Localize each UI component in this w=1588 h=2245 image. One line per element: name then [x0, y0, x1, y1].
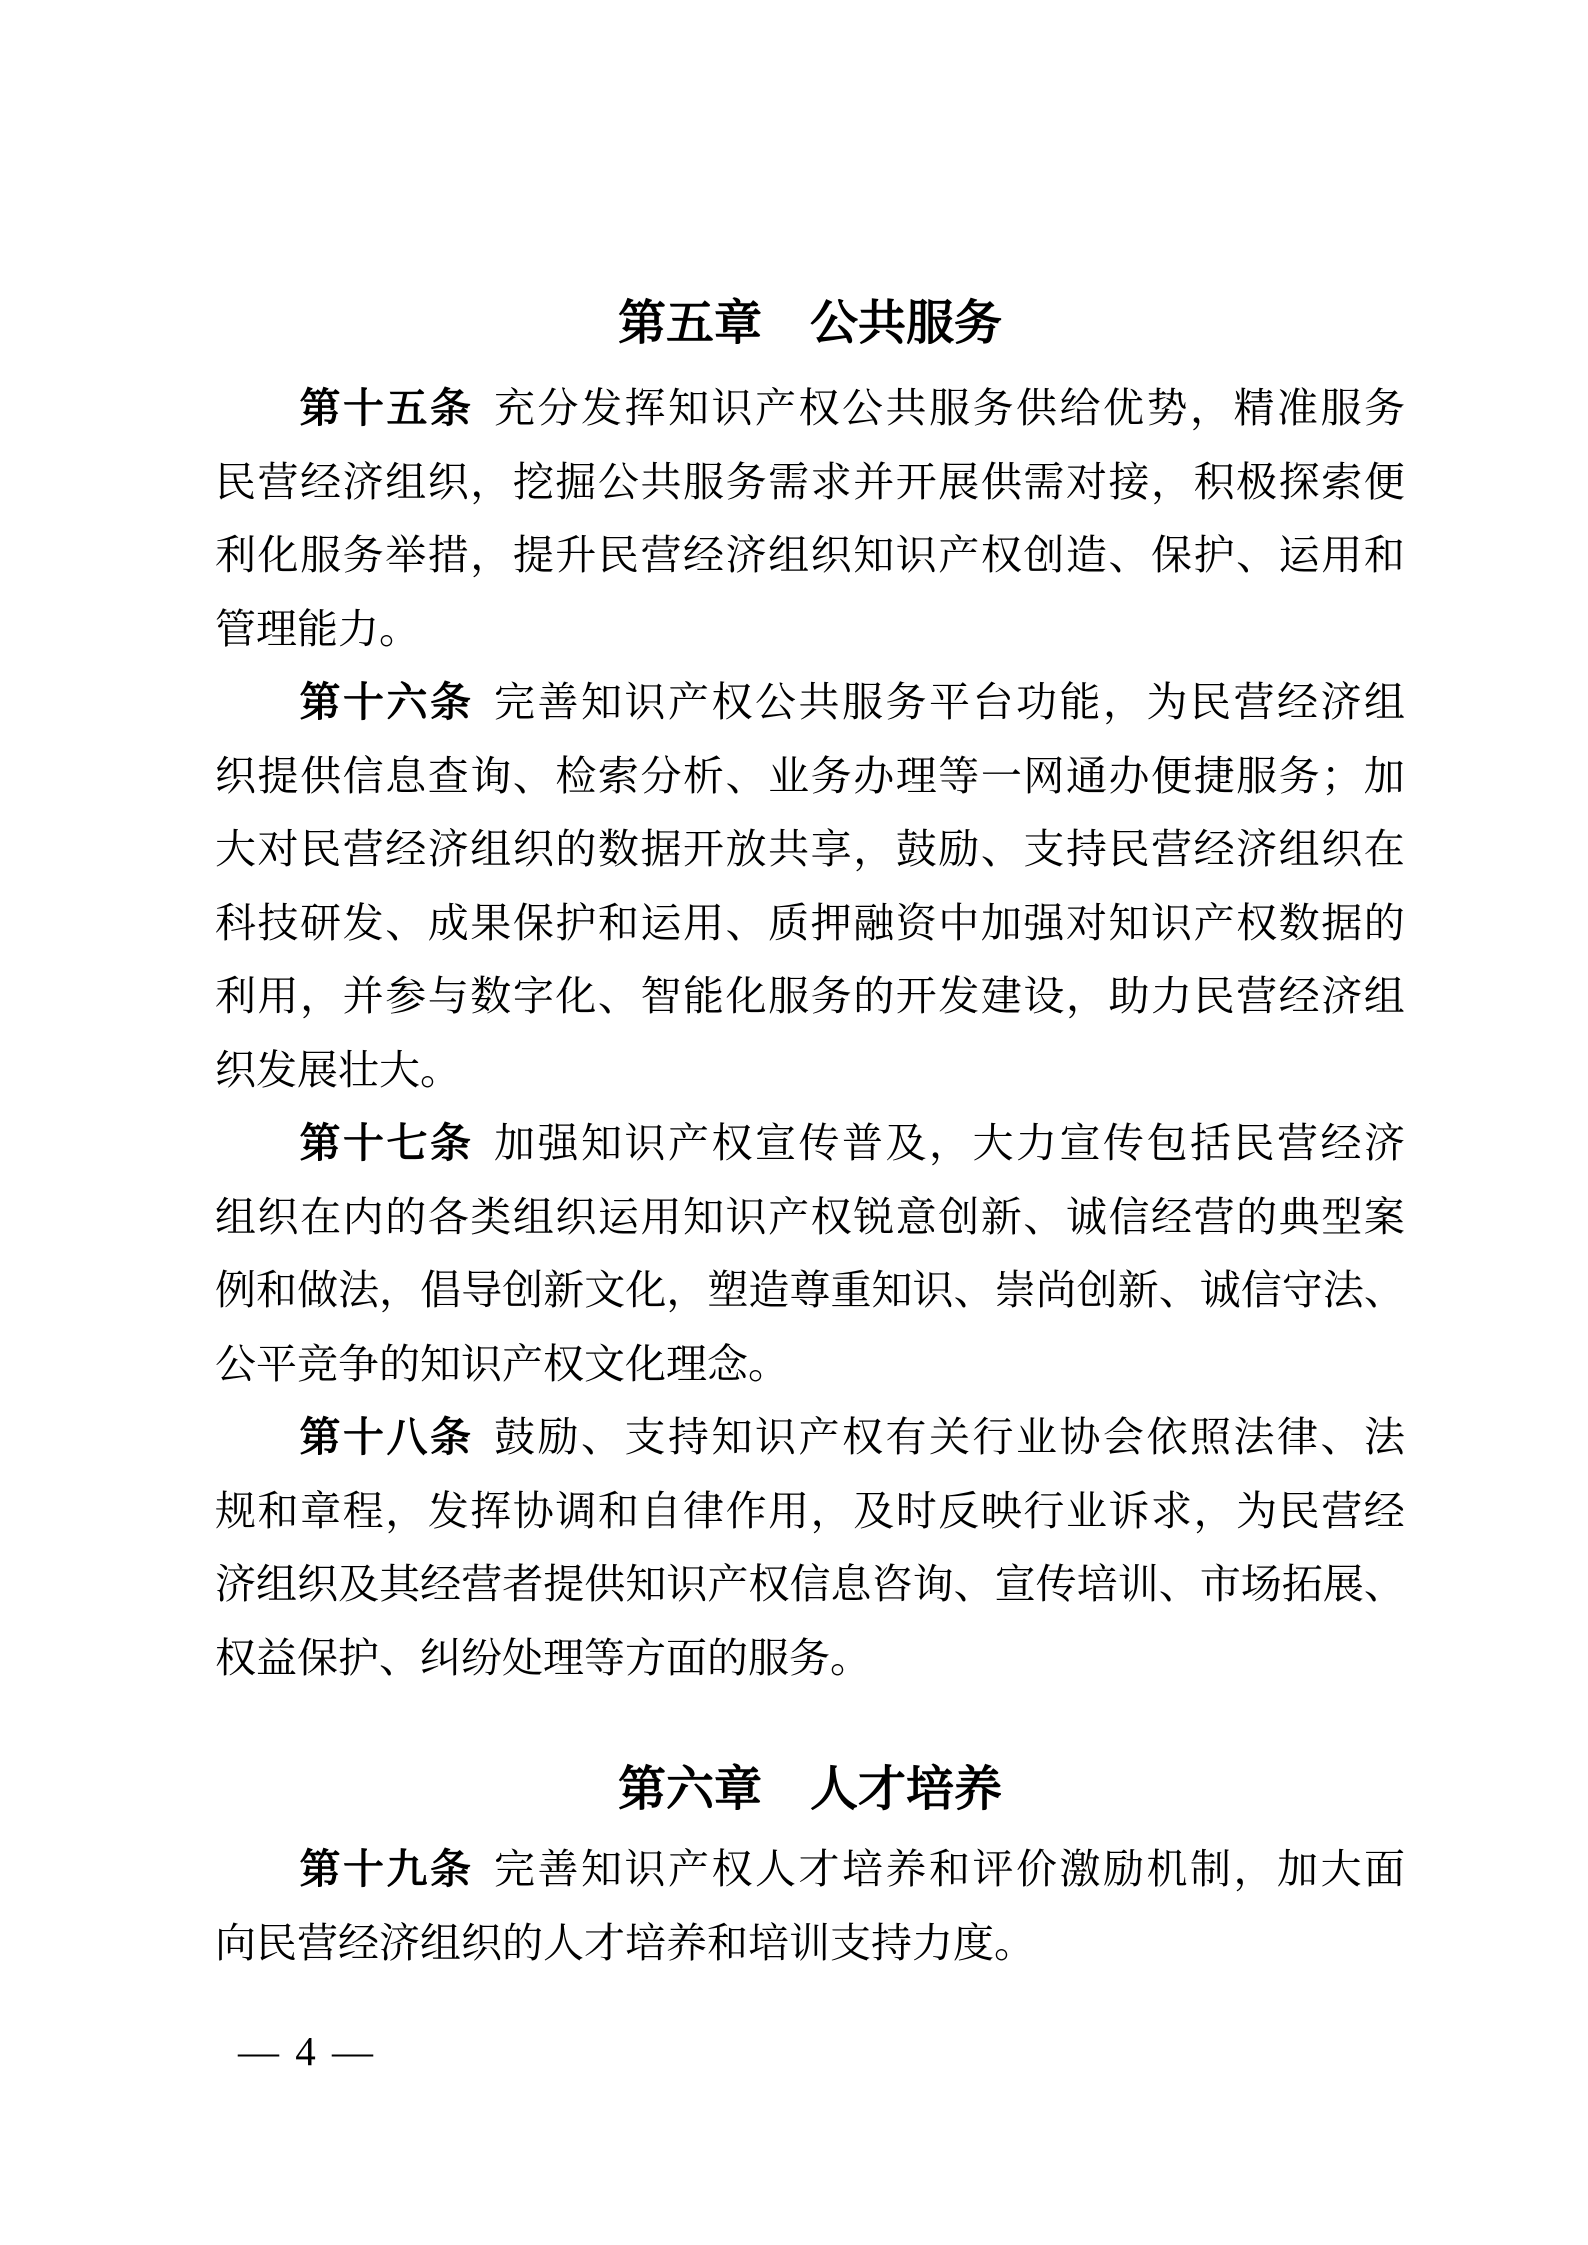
article-18 [215, 1414, 1405, 1708]
article-16 [215, 679, 1405, 1120]
text-line [215, 1920, 1405, 1994]
text-line: 利 化 服 务 举 措 ， 提 升 民 营 经 济 组 织 知 识 产 权 创 造 、 保 护 、 运 用 和 [215, 532, 1405, 578]
page-number: — 4 — [238, 2028, 376, 2074]
article-17 [215, 1120, 1405, 1414]
article-15 [215, 385, 1405, 679]
article-19 [215, 1846, 1405, 1993]
text-line: 大 对 民 营 经 济 组 织 的 数 据 开 放 共 享 ， 鼓 励 、 支 持 民 营 经 济 组 织 在 [215, 826, 1405, 872]
text-line: 科 技 研 发 、 成 果 保 护 和 运 用 、 质 押 融 资 中 加 强 对 知 识 产 权 数 据 的 [215, 899, 1405, 946]
line-text: 权益保护、纠纷处理等方面的服务。 [215, 1634, 871, 1681]
chapter-5-heading: 第五章 公共服务 [617, 297, 1002, 350]
text-line: 第 十 九 条 完 善 知 识 产 权 人 才 培 养 和 评 价 激 励 机 制 ， 加 大 面 [215, 1846, 1405, 1920]
indent-spacer [215, 385, 297, 386]
text-line: 第 十 七 条 加 强 知 识 产 权 宣 传 普 及 ， 大 力 宣 传 包 括 民 营 经 济 [215, 1120, 1405, 1194]
text-line [215, 1635, 1405, 1709]
line-text: 管理能力。 [215, 605, 420, 652]
text-line [215, 1341, 1405, 1415]
text-line: 第 十 八 条 鼓 励 、 支 持 知 识 产 权 有 关 行 业 协 会 依 照 法 律 、 法 [215, 1414, 1405, 1488]
text-line: 利 用 ， 并 参 与 数 字 化 、 智 能 化 服 务 的 开 发 建 设 ， 助 力 民 营 经 济 组 [215, 973, 1405, 1019]
indent-spacer [215, 1846, 297, 1847]
line-text: 向民营经济组织的人才培养和培训支持力度。 [215, 1919, 1035, 1966]
text-line: 织 提 供 信 息 查 询 、 检 索 分 析 、 业 务 办 理 等 一 网 通 办 便 捷 服 务 ； 加 [215, 752, 1405, 799]
text-line: 第 十 六 条 完 善 知 识 产 权 公 共 服 务 平 台 功 能 ， 为 民 营 经 济 组 [215, 679, 1405, 753]
document-body [215, 297, 1405, 1993]
line-text: 织发展壮大。 [215, 1046, 461, 1093]
text-line: 民 营 经 济 组 织 ， 挖 掘 公 共 服 务 需 求 并 开 展 供 需 对 接 ， 积 极 探 索 便 [215, 458, 1405, 505]
indent-spacer [215, 1414, 297, 1415]
text-line [215, 606, 1405, 680]
text-line: 济 组 织 及 其 经 营 者 提 供 知 识 产 权 信 息 咨 询 、 宣 传 培 训 、 市 场 拓 展 、 [215, 1561, 1405, 1607]
chapter-6-heading: 第六章 人才培养 [617, 1763, 1002, 1816]
text-line [215, 1047, 1405, 1121]
text-line: 第 十 五 条 充 分 发 挥 知 识 产 权 公 共 服 务 供 给 优 势 ， 精 准 服 务 [215, 385, 1405, 459]
text-line: 例 和 做 法 ， 倡 导 创 新 文 化 ， 塑 造 尊 重 知 识 、 崇 尚 创 新 、 诚 信 守 法 、 [215, 1267, 1405, 1313]
text-line: 组 织 在 内 的 各 类 组 织 运 用 知 识 产 权 锐 意 创 新 、 诚 信 经 营 的 典 型 案 [215, 1193, 1405, 1240]
line-text: 公平竞争的知识产权文化理念。 [215, 1340, 789, 1387]
text-line: 规 和 章 程 ， 发 挥 协 调 和 自 律 作 用 ， 及 时 反 映 行 业 诉 求 ， 为 民 营 经 [215, 1487, 1405, 1534]
indent-spacer [215, 1120, 297, 1121]
indent-spacer [215, 679, 297, 680]
